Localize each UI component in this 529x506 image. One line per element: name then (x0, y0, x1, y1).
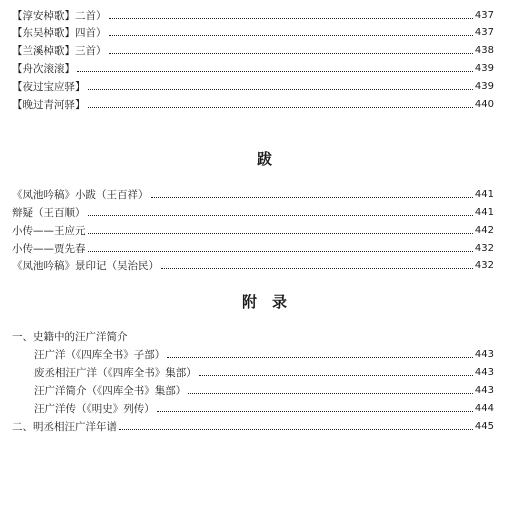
toc-entry[interactable] (12, 258, 494, 274)
leader-dots (151, 197, 473, 198)
toc-entry-page: 437 (474, 27, 494, 38)
toc-entry[interactable] (12, 205, 494, 221)
toc-entry[interactable] (12, 8, 494, 24)
toc-entry[interactable] (12, 241, 494, 257)
leader-dots (157, 411, 473, 412)
toc-entry-title: 《凤池吟稿》小跋（王百祥） (12, 189, 149, 201)
leader-dots (88, 107, 473, 108)
toc-entry-title: 辩疑（王百顺） (12, 207, 86, 219)
toc-entry-page: 445 (474, 421, 494, 432)
toc-entry-page: 444 (474, 403, 494, 414)
toc-entry[interactable] (12, 187, 494, 203)
toc-entry-title: 《凤池吟稿》景印记（吴治民） (12, 260, 159, 272)
section-heading-ba: 跋 (256, 150, 272, 168)
toc-entry-page: 439 (474, 63, 494, 74)
leader-dots (88, 89, 473, 90)
leader-dots (109, 18, 473, 19)
toc-entry-page: 440 (474, 99, 494, 110)
toc-entry-title: 汪广洋传（《明史》列传） (34, 403, 155, 415)
toc-entry-page: 437 (474, 10, 494, 21)
toc-entry[interactable] (12, 25, 494, 41)
toc-entry-title: 汪广洋（《四库全书》子部） (34, 349, 166, 361)
appendix-heading-1: 一、史籍中的汪广洋简介 (12, 331, 128, 343)
toc-entry[interactable] (12, 419, 494, 435)
toc-entry-page: 442 (474, 225, 494, 236)
toc-entry[interactable] (12, 223, 494, 239)
toc-entry-title: 【晚过青河驿】 (12, 99, 86, 111)
toc-entry-page: 443 (474, 367, 494, 378)
toc-entry[interactable] (12, 79, 494, 95)
toc-entry-page: 432 (474, 260, 494, 271)
leader-dots (199, 375, 473, 376)
toc-entry-title: 废丞相汪广洋（《四库全书》集部） (34, 367, 197, 379)
toc-entry-title: 【东吴棹歌】四首） (12, 27, 107, 39)
toc-entry[interactable] (34, 347, 494, 363)
leader-dots (88, 215, 473, 216)
leader-dots (109, 35, 473, 36)
toc-entry[interactable] (34, 383, 494, 399)
toc-entry-title: 小传——贾先春 (12, 243, 86, 255)
leader-dots (109, 53, 473, 54)
toc-entry[interactable] (34, 401, 494, 417)
leader-dots (77, 71, 473, 72)
toc-entry-title: 【兰溪棹歌】三首） (12, 45, 107, 57)
leader-dots (88, 233, 473, 234)
toc-entry-page: 441 (474, 207, 494, 218)
section-heading-fulu: 附 录 (241, 293, 287, 311)
leader-dots (161, 268, 473, 269)
leader-dots (167, 357, 473, 358)
toc-entry-page: 439 (474, 81, 494, 92)
toc-entry-title: 【淳安棹歌】二首） (12, 10, 107, 22)
toc-entry[interactable] (12, 43, 494, 59)
toc-entry-page: 438 (474, 45, 494, 56)
leader-dots (88, 251, 473, 252)
toc-entry-title: 【舟次滚滚】 (12, 63, 75, 75)
leader-dots (119, 429, 473, 430)
toc-entry-title: 汪广洋简介（《四库全书》集部） (34, 385, 187, 397)
toc-entry-page: 441 (474, 189, 494, 200)
toc-entry[interactable] (34, 365, 494, 381)
leader-dots (188, 393, 473, 394)
toc-entry-page: 432 (474, 243, 494, 254)
toc-entry-page: 443 (474, 349, 494, 360)
toc-entry[interactable] (12, 97, 494, 113)
toc-entry-title: 小传——王应元 (12, 225, 86, 237)
toc-entry[interactable] (12, 61, 494, 77)
toc-entry-title: 二、明丞相汪广洋年谱 (12, 421, 117, 433)
toc-entry-page: 443 (474, 385, 494, 396)
toc-entry-title: 【夜过宝应驿】 (12, 81, 86, 93)
